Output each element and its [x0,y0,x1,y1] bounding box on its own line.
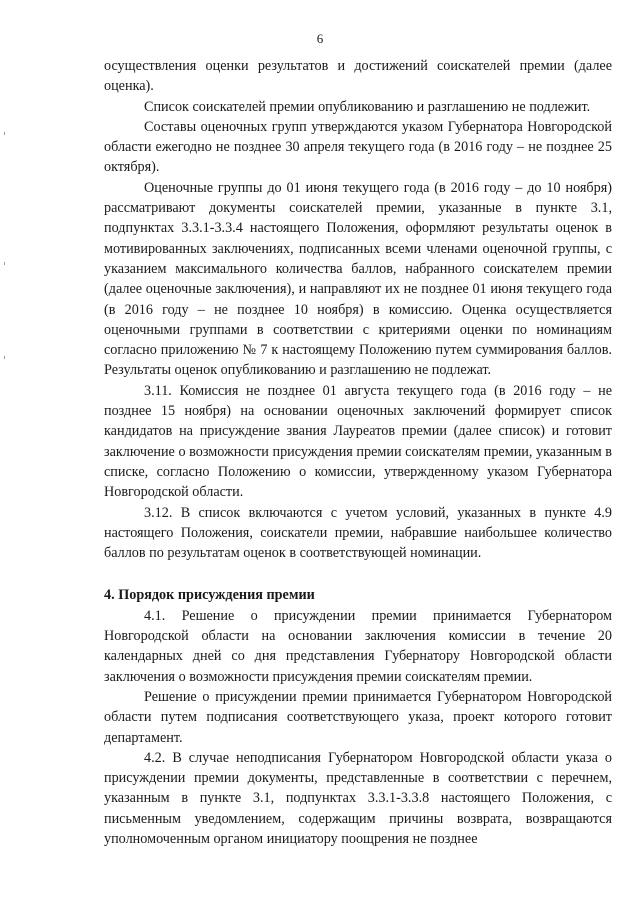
section-heading: 4. Порядок присуждения премии [104,587,315,604]
paragraph: 4.1. Решение о присуждении премии принимается Губернатором Новгородской области на основании заключения комиссии в течение 20 календарных дней со дня представления Губернатору Новгородской области заключения о возможности присуждения премии соискателям премии. [104,607,612,685]
paragraph: Оценочные группы до 01 июня текущего года (в 2016 году – до 10 ноября) рассматривают документы соискателей премии, указанные в пункте 3.1, подпунктах 3.3.1-3.3.4 настоящего Положения, оформляют результаты оценок в мотивированных заключениях, подписанных всеми членами оценочной группы, с указанием максимального количества баллов, набранного соискателем премии (далее оценочные заключения), и направляют их не позднее 01 июня текущего года (в 2016 году – не позднее 10 ноября) в комиссию. Оценка осуществляется оценочными группами в соответствии с критериями оценки по номинациям согласно приложению № 7 к настоящему Положению путем суммирования баллов. Результаты оценок опубликованию и разглашению не подлежат. [104,179,612,379]
paragraph: Решение о присуждении премии принимается Губернатором Новгородской области путем подписания соответствующего указа, проект которого готовит департамент. [104,688,612,746]
paragraphs-before [104,56,612,563]
paragraph: 3.12. В список включаются с учетом условий, указанных в пункте 4.9 настоящего Положения, соискатели премии, набравшие наибольшее количество баллов по результатам оценок в соответствующей номинации. [104,504,612,562]
scan-mark [4,356,5,359]
paragraph: Список соискателей премии опубликованию и разглашению не подлежит. [144,98,591,115]
scan-mark [4,132,5,135]
paragraph: осуществления оценки результатов и достижений соискателей премии (далее оценка). [104,58,612,95]
document-body [104,56,612,849]
paragraph: Составы оценочных групп утверждаются указом Губернатора Новгородской области ежегодно не позднее 30 апреля текущего года (в 2016 году – не позднее 25 октября). [104,118,612,176]
paragraph: 3.11. Комиссия не позднее 01 августа текущего года (в 2016 году – не позднее 15 ноября) на основании оценочных заключений формирует список кандидатов на присуждение звания Лауреатов премии (далее список) и готовит заключение о возможности присуждения премии соискателям премии, указанным в списке, согласно Положению о комиссии, утвержденному указом Губернатора Новгородской области. [104,382,612,501]
scan-mark [4,262,5,265]
paragraph: 4.2. В случае неподписания Губернатором Новгородской области указа о присуждении премии документы, представленные в соответствии с перечнем, указанным в пункте 3.1, подпунктах 3.3.1-3.3.8 настоящего Положения, с письменным уведомлением, содержащим причины возврата, возвращаются уполномоченным органом инициатору поощрения не позднее [104,749,612,847]
paragraphs-after [104,606,612,850]
page-number: 6 [316,31,324,46]
